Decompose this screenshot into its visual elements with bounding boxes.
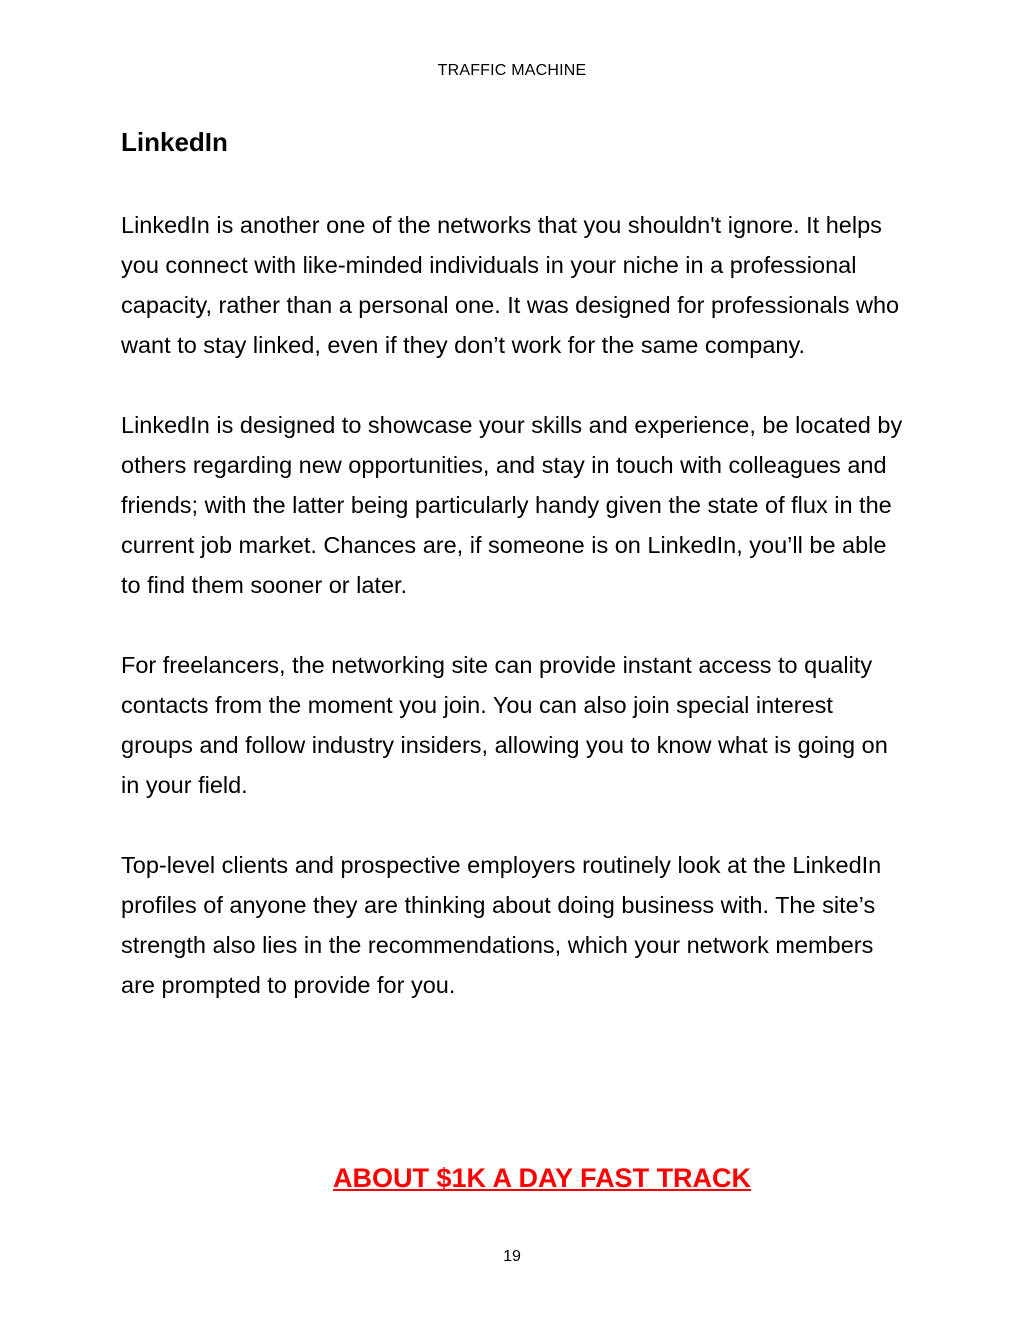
section-title: LinkedIn	[121, 127, 228, 157]
paragraph: LinkedIn is designed to showcase your skills and experience, be located by others regarding new opportunities, and stay in touch with colleagues and friends; with the latter being particularly handy given the state of flux in the current job market. Chances are, if someone is on LinkedIn, you’ll be able to find them sooner or later.	[121, 412, 903, 598]
fast-track-link[interactable]: ABOUT $1K A DAY FAST TRACK	[333, 1163, 752, 1193]
page-header: TRAFFIC MACHINE	[437, 62, 587, 79]
paragraph: For freelancers, the networking site can provide instant access to quality contacts from the moment you join. You can also join special interest groups and follow industry insiders, allowing you to know what is going on in your field.	[121, 652, 888, 798]
paragraph: LinkedIn is another one of the networks that you shouldn't ignore. It helps you connect with like-minded individuals in your niche in a professional capacity, rather than a personal one. It was designed for professionals who want to stay linked, even if they don’t work for the same company.	[121, 212, 900, 358]
page-number: 19	[503, 1248, 521, 1265]
paragraph: Top-level clients and prospective employers routinely look at the LinkedIn profiles of anyone they are thinking about doing business with. The site’s strength also lies in the recommendations, which your network members are prompted to provide for you.	[121, 852, 882, 998]
body-text	[121, 205, 911, 1045]
